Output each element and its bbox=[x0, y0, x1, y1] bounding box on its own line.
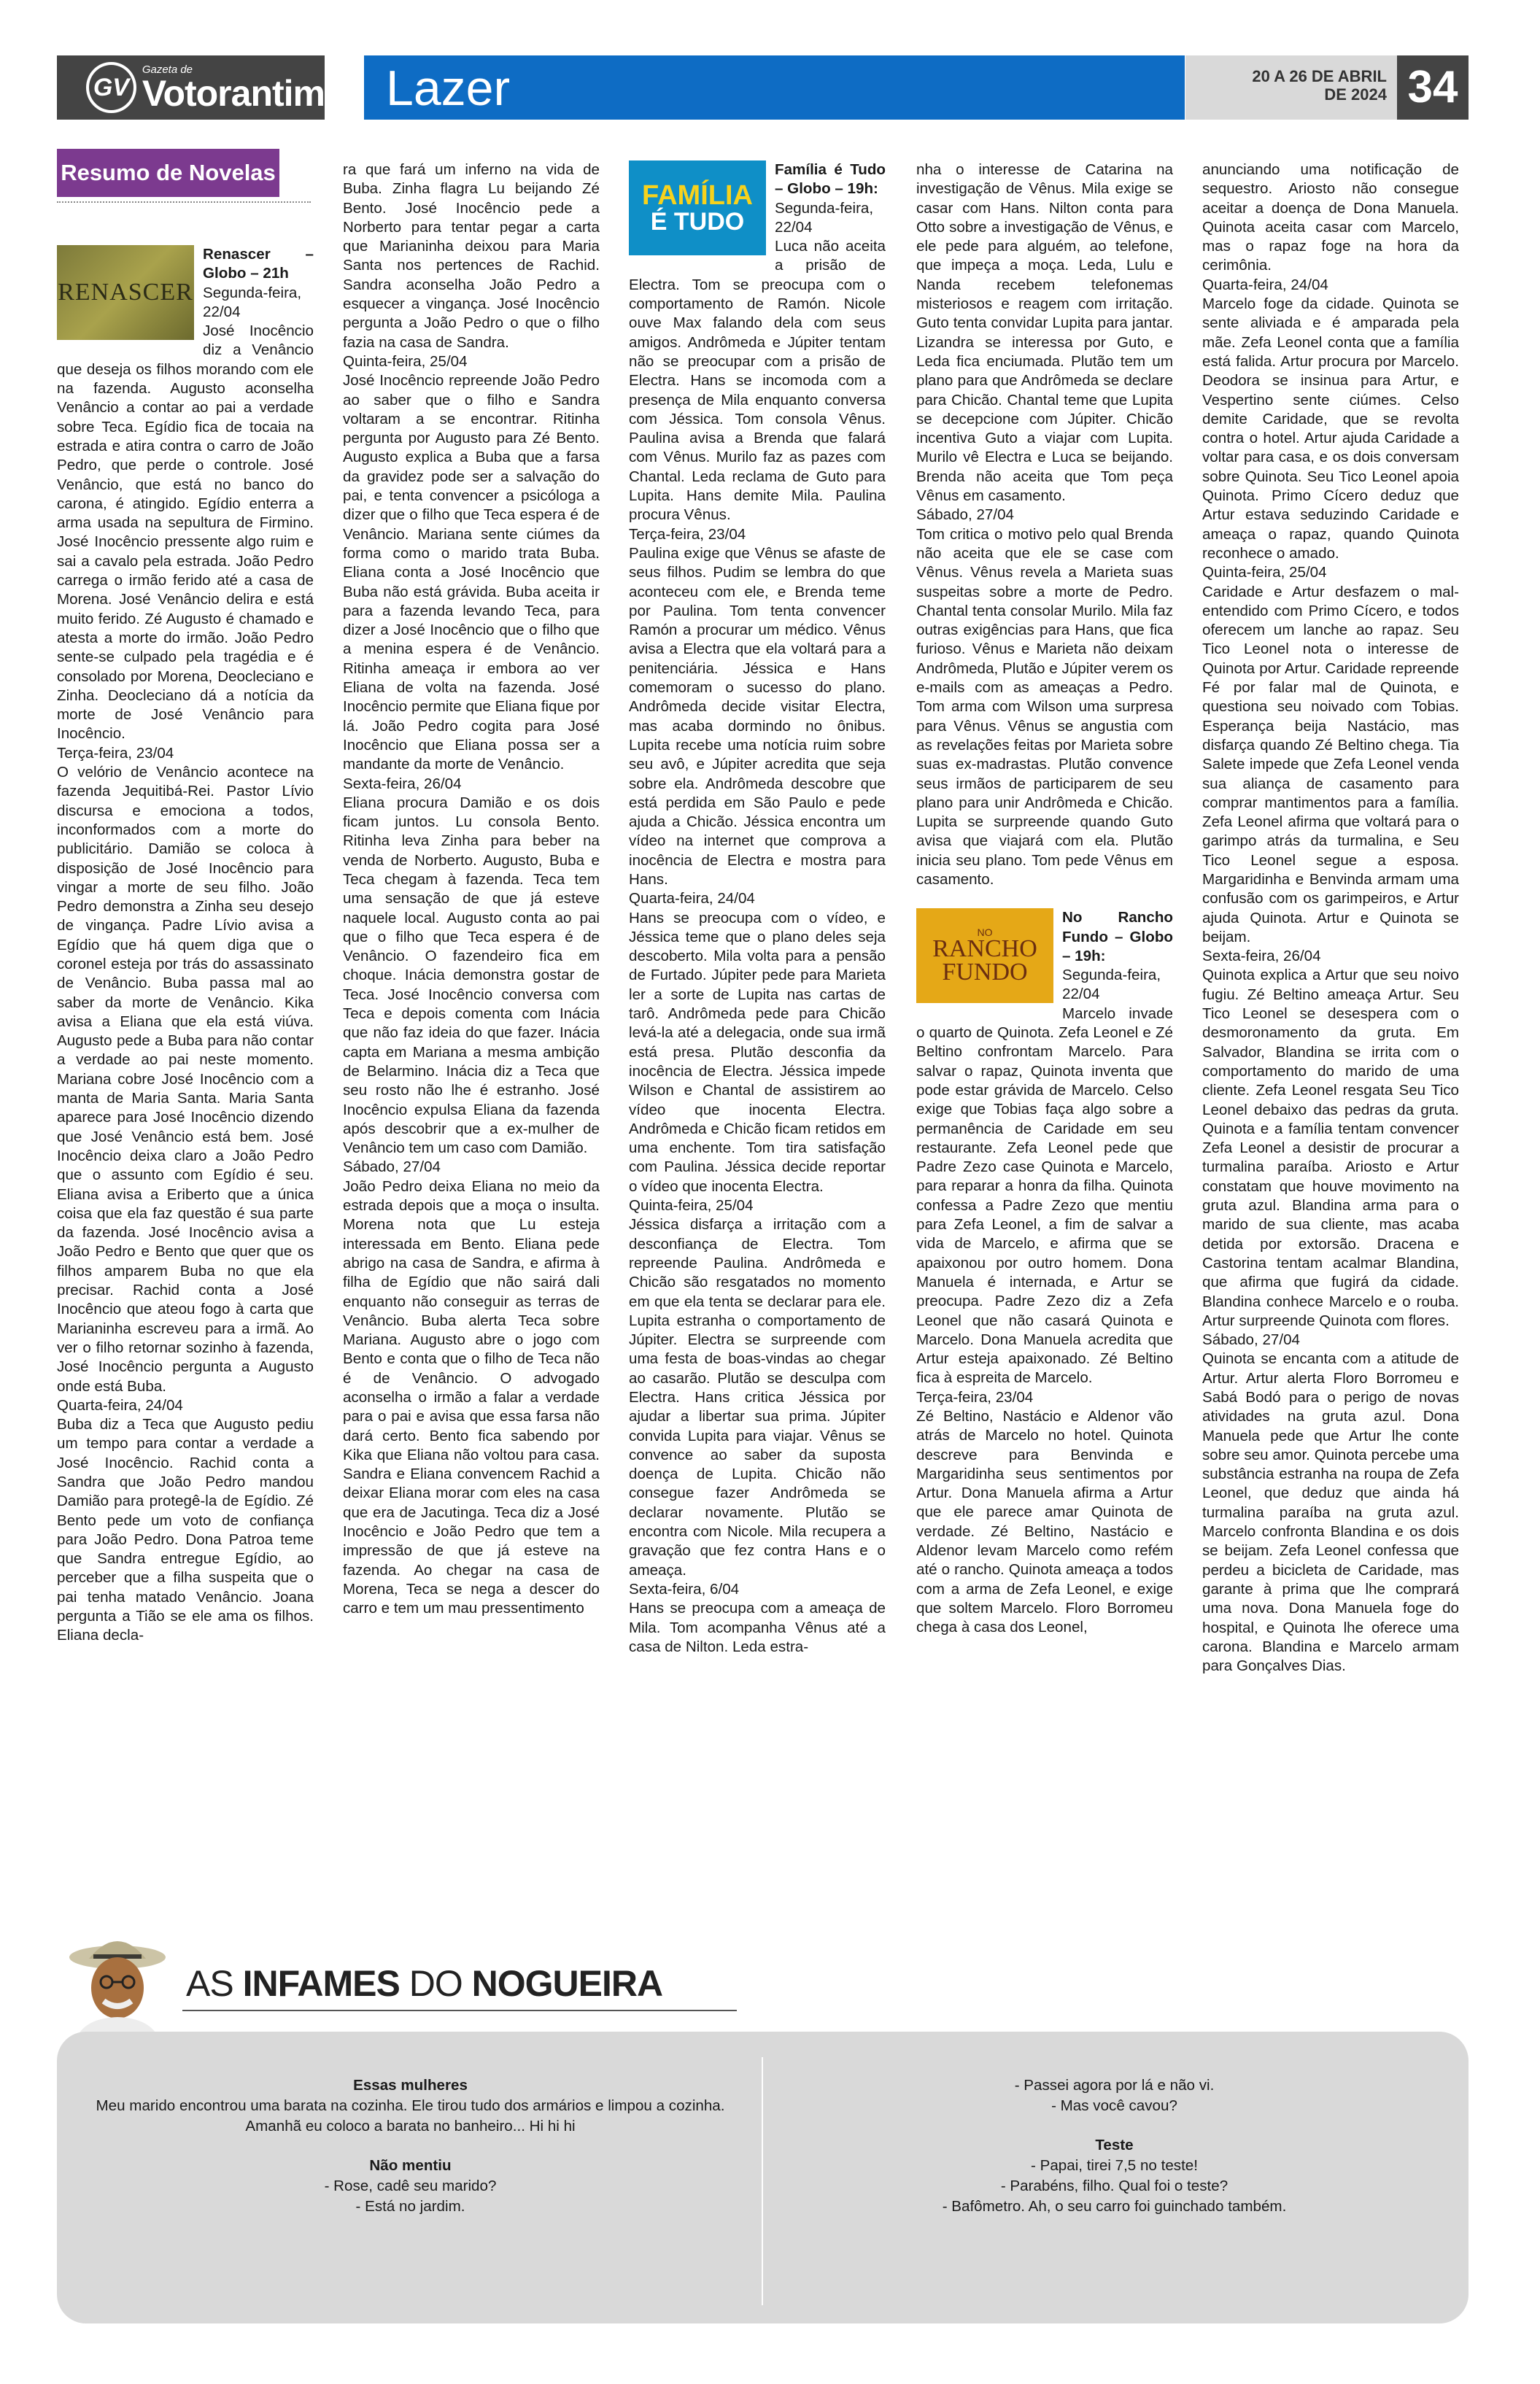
paragraph: anunciando uma notificação de sequestro. Ariosto não consegue aceitar a doença de Dona Manuela. Quinota aceita casar com Marcelo, mas o rapaz foge na hora da cerimônia. bbox=[1202, 161, 1459, 274]
section-heading: Família é Tudo – Globo – 19h: bbox=[775, 161, 886, 198]
section-heading: Renascer – Globo – 21h bbox=[203, 246, 314, 282]
dotted-divider bbox=[57, 201, 311, 203]
day-label: Sábado, 27/04 bbox=[343, 1158, 441, 1176]
newspaper-logo bbox=[57, 55, 325, 120]
paragraph: Marcelo foge da cidade. Quinota se sente aliviada e é amparada pela mãe. Zefa Leonel conta que a família está falida. Artur procura por Marcelo. Deodora se insinua para Artur, e Vespertino sente ciúmes. Celso demite Caridade, que se revolta contra o hotel. Artur ajuda Caridade a voltar para casa, e os dois conversam sobre Quinota. Seu Tico Leonel apoia Quinota. Primo Cícero deduz que Artur estava seduzindo Caridade e ameaça o rapaz, quando Quinota reconhece o amado. bbox=[1202, 295, 1459, 562]
paragraph: José Inocêncio repreende João Pedro ao saber que o filho e Sandra voltaram a se encontrar. Ritinha pergunta por Augusto para Zé Bento. Augusto explica a Buba que a farsa da gravidez pode ser a salvação do pai, e tenta convencer a psicóloga a dizer que o filho que Teca espera é de Venâncio. Mariana sente ciúmes da forma como o marido trata Buba. Eliana conta a José Inocêncio que Buba não está grávida. Buba aceita ir para a fazenda levando Teca, para dizer a José Inocêncio que o filho que a menina espera é de Venâncio. Ritinha ameaça ir embora ao ver Eliana de volta na fazenda. José Inocêncio permite que Eliana fique por lá. João Pedro cogita para José Inocêncio que Eliana possa ser a mandante da morte de Venâncio. bbox=[343, 372, 600, 773]
day-label: Terça-feira, 23/04 bbox=[629, 525, 746, 543]
section-bar bbox=[364, 55, 1185, 120]
no-rancho-fundo-logo-image bbox=[916, 908, 1053, 1003]
familia-e-tudo-logo-image bbox=[629, 160, 766, 255]
spacer bbox=[784, 2116, 1444, 2135]
paragraph: Quinota se encanta com a atitude de Artur. Artur alerta Floro Borromeu e Sabá Bodó para o perigo de novas atividades na gruta azul. Dona Manuela pede que Artur lhe conte sobre seu amor. Quinota percebe uma substância estranha na roupa de Zefa Leonel, que deduz que ainda há turmalina paraíba na gruta azul. Marcelo confronta Blandina e os dois se beijam. Zefa Leonel confessa que perdeu a bicicleta de Caridade, mas garante à prima que lhe comprará uma nova. Dona Manuela foge do hospital, e Quinota lhe oferece uma carona. Blandina e Marcelo armam para Gonçalves Dias. bbox=[1202, 1350, 1459, 1675]
article-column-4 bbox=[916, 160, 1173, 1638]
infames-title-as: AS bbox=[186, 1963, 243, 2004]
paragraph: - Parabéns, filho. Qual foi o teste? bbox=[1000, 2178, 1228, 2194]
day-label: Segunda-feira, 22/04 bbox=[775, 199, 874, 236]
paragraph: Quinota explica a Artur que seu noivo fugiu. Zé Beltino ameaça Artur. Seu Tico Leonel se desespera com o desmoronamento da gruta. Em Salvador, Blandina se irrita com o comportamento do marido de uma cliente. Zefa Leonel resgata Seu Tico Leonel debaixo das pedras da gruta. Quinota e a família tentam convencer Zefa Leonel a desistir de procurar a turmalina paraíba. Ariosto e Artur constatam que houve movimento na gruta azul. Blandina arma para o marido de sua cliente, mas acaba detida por extorsão. Dracena e Castorina tentam acalmar Blandina, que afirma que fugirá da cidade. Blandina conhece Marcelo e o rouba. Artur surpreende Quinota com flores. bbox=[1202, 967, 1459, 1329]
paragraph: - Está no jardim. bbox=[355, 2198, 465, 2215]
issue-date bbox=[1185, 55, 1397, 120]
article-column-5 bbox=[1202, 160, 1459, 1676]
day-label: Segunda-feira, 22/04 bbox=[203, 284, 302, 320]
rancho-logo-text-no: NO bbox=[977, 926, 993, 938]
paragraph: João Pedro deixa Eliana no meio da estrada depois que a moça o insulta. Morena nota que Lu esteja interessada em Bento. Eliana pede abrigo na casa de Sandra, e afirma à filha de Egídio que não sairá dali enquanto não conseguir as terras de Venâncio. Buba alerta Teca sobre Mariana. Augusto abre o jogo com Bento e conta que o filho de Teca não é de Venâncio. O advogado aconselha o irmão a falar a verdade para o pai e avisa que essa farsa não dará certo. Bento fica sabendo por Kika que Eliana não voltou para casa. Sandra e Eliana convencem Rachid a deixar Eliana morar com eles na casa que era de Jacutinga. Teca diz a José Inocêncio e João Pedro que tem a impressão de que já esteve na fazenda. Ao chegar na casa de Morena, Teca se nega a descer do carro e tem um mau pressentimento bbox=[343, 1177, 600, 1617]
date-line-2: DE 2024 bbox=[1324, 85, 1387, 104]
date-line-1: 20 A 26 DE ABRIL bbox=[1252, 67, 1387, 85]
day-label: Quinta-feira, 25/04 bbox=[629, 1197, 754, 1215]
article-column-2 bbox=[343, 160, 600, 1619]
paragraph: Meu marido encontrou uma barata na cozinha. Ele tirou tudo dos armários e limpou a cozinha. Amanhã eu coloco a barata no banheiro... Hi hi hi bbox=[96, 2097, 725, 2135]
day-label: Quarta-feira, 24/04 bbox=[629, 890, 755, 907]
day-label: Quarta-feira, 24/04 bbox=[57, 1396, 183, 1414]
paragraph: nha o interesse de Catarina na investigação de Vênus. Mila exige se casar com Hans. Nilton conta para Otto sobre a investigação de Vênus, e ele pede para alguém, ao telefone, que impeça a moça. Leda, Lulu e Nanda recebem telefonemas misteriosos e reagem com irritação. Guto tenta convidar Lupita para jantar. Lizandra se interessa por Guto, e Leda fica enciumada. Plutão tem um plano para que Andrômeda se declare para Chicão. Chantal teme que Lupita se decepcione com Júpiter. Chicão incentiva Guto a viajar com Lupita. Murilo vê Electra e Luca se beijando. Brenda não aceita que Tom peça Vênus em casamento. bbox=[916, 161, 1173, 505]
jokes-left-column bbox=[80, 2075, 740, 2217]
day-label: Sexta-feira, 6/04 bbox=[629, 1580, 740, 1598]
infames-title-nogueira: NOGUEIRA bbox=[471, 1963, 663, 2004]
day-label: Sábado, 27/04 bbox=[916, 506, 1014, 524]
article-column-3 bbox=[629, 160, 886, 1657]
paragraph: - Papai, tirei 7,5 no teste! bbox=[1031, 2157, 1198, 2174]
paragraph: Marcelo invade o quarto de Quinota. Zefa Leonel e Zé Beltino confrontam Marcelo. Para salvar o rapaz, Quinota inventa que pode estar grávida de Marcelo. Celso exige que Tobias faça algo sobre a permanência de Caridade em seu restaurante. Zefa Leonel pede que Padre Zezo case Quinota e Marcelo, para reparar a honra da filha. Quinota confessa a Padre Zezo que mentiu para Zefa Leonel, a fim de salvar a vida de Marcelo, e afirma que se apaixonou por outro homem. Dona Manuela é internada, e Artur se preocupa. Padre Zezo diz a Zefa Leonel que não casará Quinota e Marcelo. Dona Manuela acredita que Artur esteja apaixonado. Zé Beltino fica à espreita de Marcelo. bbox=[916, 1005, 1173, 1387]
paragraph: Eliana procura Damião e os dois ficam juntos. Lu consola Bento. Ritinha leva Zinha para beber na venda de Norberto. Augusto, Buba e Teca chegam à fazenda. Teca tem uma sensação de que já esteve naquele local. Augusto conta ao pai que o filho que Teca espera é de Venâncio. O fazendeiro fica em choque. Inácia demonstra gostar de Teca. José Inocêncio conversa com Teca e depois comenta com Inácia que não faz ideia do que fazer. Inácia capta em Mariana a mesma ambição de Belarmino. Inácia diz a Teca que seu rosto não lhe é estranho. José Inocêncio expulsa Eliana da fazenda após descobrir que a ex-mulher de Venâncio tem um caso com Damião. bbox=[343, 794, 600, 1157]
renascer-logo-image bbox=[57, 245, 194, 340]
spacer bbox=[916, 889, 1173, 908]
section-title: Lazer bbox=[386, 61, 511, 116]
paragraph: Jéssica disfarça a irritação com a desconfiança de Electra. Tom repreende Paulina. Andrômeda e Chicão são resgatados no momento em que ela tenta se declarar para ele. Lupita estranha o comportamento de Júpiter. Electra se surpreende com uma festa de boas-vindas ao chegar ao casarão. Plutão se desculpa com Electra. Hans critica Jéssica por ajudar a libertar sua prima. Júpiter convida Lupita para viajar. Vênus se convence ao saber da suposta doença de Lupita. Chicão não consegue fazer Andrômeda se declarar novamente. Plutão se encontra com Nicole. Mila recupera a gravação que fez contra Hans e o ameaça. bbox=[629, 1216, 886, 1579]
e-tudo-logo-text: É TUDO bbox=[650, 208, 745, 236]
logo-small: Gazeta de bbox=[142, 63, 193, 76]
section-heading: Teste bbox=[1095, 2137, 1134, 2153]
infames-title-infames: INFAMES bbox=[242, 1963, 400, 2004]
paragraph: Tom critica o motivo pelo qual Brenda não aceita que ele se case com Vênus. Vênus revela a Marieta suas suspeitas sobre a morte de Pedro. Chantal tenta consolar Murilo. Mila faz outras exigências para Hans, que fica furioso. Vênus e Marieta não deixam Andrômeda, Plutão e Júpiter verem os e-mails com as ameaças a Pedro. Tom arma com Wilson uma surpresa para Vênus. Vênus se angustia com as revelações feitas por Marieta sobre suas ex-madrastas. Plutão convence seus irmãos de participarem de seu plano para unir Andrômeda e Chicão. Lupita se surpreende quando Guto avisa que viajará com ela. Plutão inicia seu plano. Tom pede Vênus em casamento. bbox=[916, 525, 1173, 888]
day-label: Terça-feira, 23/04 bbox=[916, 1388, 1034, 1406]
paragraph: - Bafômetro. Ah, o seu carro foi guinchado também. bbox=[942, 2198, 1287, 2215]
section-heading: Essas mulheres bbox=[353, 2077, 468, 2094]
paragraph: José Inocêncio diz a Venâncio que deseja os filhos morando com ele na fazenda. Augusto aconselha Venâncio a contar ao pai a verdade sobre Teca. Egídio fica de tocaia na estrada e atira contra o carro de João Pedro, que perde o controle. José Venâncio, que está no banco do carona, é atingido. Egídio enterra a arma usada na sepultura de Firmino. José Inocêncio pressente algo ruim e sai a cavalo pela estrada. João Pedro carrega o irmão ferido até a casa de Morena. José Venâncio delira e está muito ferido. Zé Augusto é chamado e atesta a morte do irmão. João Pedro sente-se culpado pela tragédia e é consolado por Morena, Deocleciano e Zinha. Deocleciano dá a notícia da morte de José Venâncio para Inocêncio. bbox=[57, 322, 314, 743]
spacer bbox=[80, 2137, 740, 2156]
day-label: Quinta-feira, 25/04 bbox=[1202, 564, 1327, 581]
day-label: Quarta-feira, 24/04 bbox=[1202, 276, 1328, 293]
paragraph: Hans se preocupa com a ameaça de Mila. Tom acompanha Vênus até a casa de Nilton. Leda estra- bbox=[629, 1600, 886, 1655]
day-label: Quinta-feira, 25/04 bbox=[343, 352, 468, 370]
day-label: Segunda-feira, 22/04 bbox=[1062, 967, 1161, 1003]
jokes-right-column bbox=[784, 2075, 1444, 2217]
section-heading: No Rancho Fundo – Globo – 19h: bbox=[1062, 909, 1173, 964]
paragraph: - Rose, cadê seu marido? bbox=[324, 2178, 497, 2194]
rancho-logo-text-rancho: RANCHO bbox=[932, 934, 1037, 962]
paragraph: Buba diz a Teca que Augusto pediu um tempo para contar a verdade a José Inocêncio. Rachid conta a Sandra que João Pedro mandou Damião para protegê-la de Egídio. Zé Bento pede um voto de confiança para João Pedro. Dona Patroa teme que Sandra entregue Egídio, ao perceber que a filha suspeita que o pai tenha matado Venâncio. Joana pergunta a Tião se ele ama os filhos. Eliana decla- bbox=[57, 1416, 314, 1644]
infames-title-do: DO bbox=[399, 1963, 472, 2004]
rancho-logo-text-fundo: FUNDO bbox=[942, 959, 1028, 986]
familia-logo-text: FAMÍLIA bbox=[642, 180, 753, 211]
page-number: 34 bbox=[1397, 55, 1469, 120]
paragraph: ra que fará um inferno na vida de Buba. Zinha flagra Lu beijando Zé Bento. José Inocêncio pede a Norberto para tentar pegar a carta que Marianinha deixou para Maria Santa nos pertences de Rachid. Sandra aconselha João Pedro a esquecer a vingança. José Inocêncio pergunta a João Pedro o que o filho fazia na casa de Sandra. bbox=[343, 161, 600, 351]
section-heading: Não mentiu bbox=[369, 2157, 452, 2174]
day-label: Sexta-feira, 26/04 bbox=[1202, 948, 1321, 965]
resumo-novelas-title: Resumo de Novelas bbox=[57, 149, 279, 197]
logo-text bbox=[142, 64, 325, 112]
paragraph: Zé Beltino, Nastácio e Aldenor vão atrás de Marcelo no hotel. Quinota descreve para Benvinda e Margaridinha seus sentimentos por Artur. Dona Manuela afirma a Artur que ele parece amar Quinota de verdade. Zé Beltino, Nastácio e Aldenor levam Marcelo como refém até o rancho. Quinota ameaça a todos com a arma de Zefa Leonel, e exige que soltem Marcelo. Floro Borromeu chega à casa dos Leonel, bbox=[916, 1408, 1173, 1636]
day-label: Sexta-feira, 26/04 bbox=[343, 775, 462, 792]
logo-name: Votorantim bbox=[142, 72, 325, 114]
paragraph: Hans se preocupa com o vídeo, e Jéssica teme que o plano deles seja descoberto. Mila volta para a pensão de Furtado. Júpiter pede para Marieta ler a sorte de Lupita nas cartas de tarô. Andrômeda pede para Chicão levá-la até a delegacia, onde sua irmã está presa. Plutão desconfia da inocência de Electra. Jéssica impede Wilson e Chantal de assistirem ao vídeo que inocenta Electra. Andrômeda e Chicão ficam retidos em uma enchente. Tom tira satisfação com Paulina. Jéssica decide reportar o vídeo que inocenta Electra. bbox=[629, 909, 886, 1195]
paragraph: Luca não aceita a prisão de Electra. Tom se preocupa com o comportamento de Ramón. Nicole ouve Max falando dela com seus amigos. Andrômeda e Júpiter tentam não se preocupar com a prisão de Electra. Hans se incomoda com a presença de Mila enquanto conversa com Jéssica. Tom consola Vênus. Paulina avisa a Brenda que falará com Vênus. Murilo faz as pazes com Chantal. Leda reclama de Guto para Lupita. Hans demite Mila. Paulina procura Vênus. bbox=[629, 238, 886, 524]
jokes-box-divider bbox=[762, 2057, 763, 2305]
article-column-1 bbox=[57, 245, 314, 1646]
paragraph: Caridade e Artur desfazem o mal-entendido com Primo Cícero, e todos oferecem um lanche ao rapaz. Seu Tico Leonel nota o interesse de Quinota por Artur. Caridade repreende Fé por falar mal de Quinota, e questiona seu noivado com Tobias. Esperança beija Nastácio, mas disfarça quando Zé Beltino chega. Tia Salete impede que Zefa Leonel venda sua aliança de casamento para comprar mantimentos para a família. Zefa Leonel afirma que voltará para o garimpo atrás da turmalina, e Seu Tico Leonel segue a esposa. Margaridinha e Benvinda armam uma confusão com os garimpeiros, e Artur ajuda Quinota. Artur e Quinota se beijam. bbox=[1202, 583, 1459, 945]
logo-emblem-icon: GV bbox=[86, 62, 136, 113]
paragraph: - Passei agora por lá e não vi. bbox=[1014, 2077, 1215, 2094]
renascer-logo-text: RENASCER bbox=[58, 278, 193, 306]
infames-title bbox=[186, 1962, 662, 2005]
infames-title-underline bbox=[182, 2010, 737, 2011]
day-label: Sábado, 27/04 bbox=[1202, 1331, 1300, 1349]
paragraph: O velório de Venâncio acontece na fazenda Jequitibá-Rei. Pastor Lívio discursa e emociona a todos, inconformados com a morte do publicitário. Damião se coloca à disposição de José Inocêncio para vingar a morte de seu filho. João Pedro demonstra a Zinha seu desejo de vingança. Padre Lívio avisa a Egídio que há quem diga que o coronel esteja por trás do assassinato de Venâncio. Buba passa mal ao saber da morte de Venâncio. Kika avisa a Eliana que ela está viúva. Augusto pede a Buba para não contar a verdade ao pai neste momento. Mariana cobre José Inocêncio com a manta de Maria Santa. Maria Santa aparece para José Inocêncio dizendo que José Venâncio está bem. José Inocêncio deixa claro a João Pedro que o assunto com Egídio é seu. Eliana avisa a Eriberto que a única coisa que ela faz questão é sua parte da fazenda. José Inocêncio avisa a João Pedro e Bento que quer que os filhos amparem Buba no que ela precisar. Rachid conta a José Inocêncio que ateou fogo à carta que Marianinha escreveu para a irmã. Ao ver o filho retornar sozinho à fazenda, José Inocêncio pergunta a Augusto onde está Buba. bbox=[57, 764, 314, 1395]
day-label: Terça-feira, 23/04 bbox=[57, 744, 174, 762]
paragraph: Paulina exige que Vênus se afaste de seus filhos. Pudim se lembra do que aconteceu com ele, e Brenda teme por Paulina. Tom tenta convencer Ramón a procurar um médico. Vênus avisa a Electra que ela voltará para a penitenciária. Jéssica e Hans comemoram o sucesso do plano. Andrômeda decide visitar Electra, mas acaba dormindo no ônibus. Lupita recebe uma notícia ruim sobre seu avô, e Júpiter acredita que seja sobre ela. Andrômeda descobre que está perdida em São Paulo e pede ajuda a Chicão. Jéssica encontra um vídeo na internet que comprova a inocência de Electra e mostra para Hans. bbox=[629, 544, 886, 888]
paragraph: - Mas você cavou? bbox=[1051, 2097, 1177, 2114]
